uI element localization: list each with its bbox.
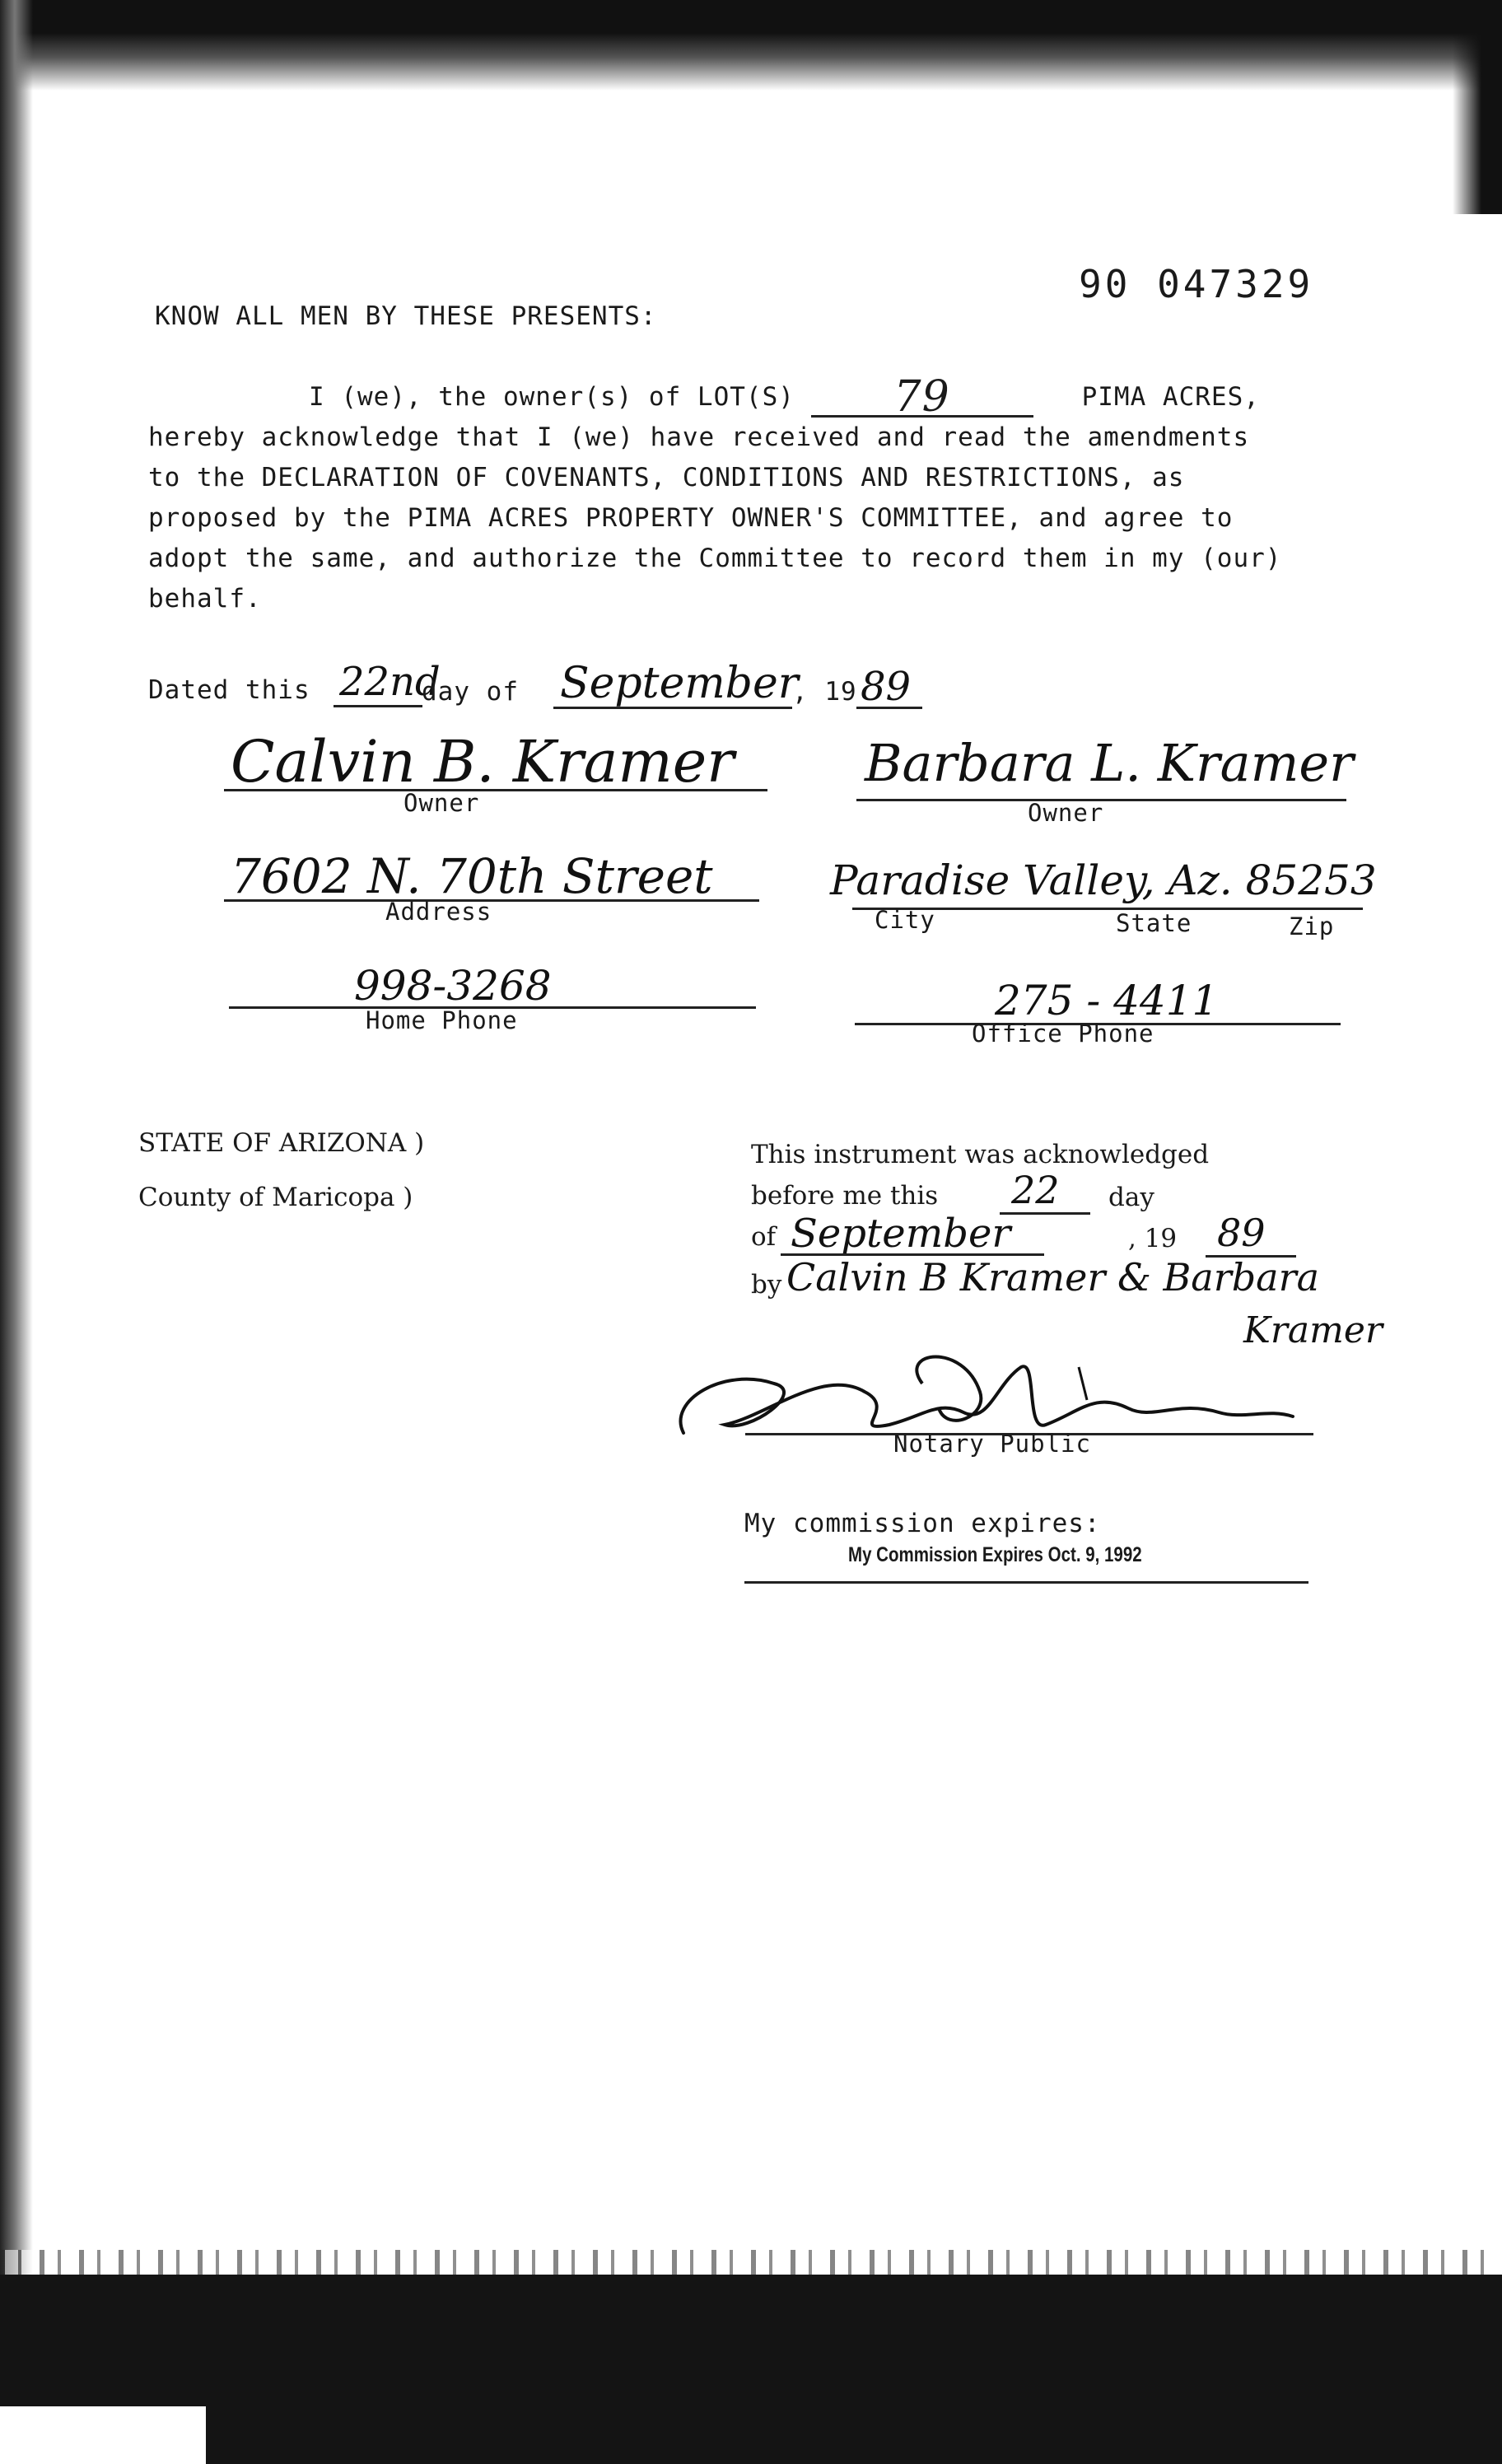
- ack-by-names-2: Kramer: [1243, 1309, 1383, 1351]
- ack-of-label: of: [751, 1222, 777, 1252]
- dated-year-prefix: , 19: [792, 677, 857, 707]
- owner2-caption: Owner: [1028, 799, 1104, 827]
- address-caption: Address: [385, 898, 492, 926]
- scan-edge-bottom: [0, 2275, 1502, 2464]
- ack-line-2-suffix: day: [1108, 1183, 1154, 1212]
- dated-day-line: [334, 705, 422, 707]
- scan-edge-top: [0, 0, 1502, 91]
- dated-day: 22nd: [339, 659, 441, 705]
- ack-by-names: Calvin B Kramer & Barbara: [786, 1255, 1320, 1300]
- owner2-signature: Barbara L. Kramer: [865, 733, 1354, 793]
- lot-suffix: PIMA ACRES,: [1081, 382, 1260, 412]
- scan-label-patch: [0, 2406, 206, 2464]
- owner1-line: [224, 789, 767, 791]
- ack-line-1: This instrument was acknowledged: [751, 1140, 1210, 1169]
- scan-edge-left: [0, 0, 33, 2464]
- office-phone-value: 275 - 4411: [995, 977, 1219, 1024]
- office-phone-caption: Office Phone: [972, 1020, 1154, 1048]
- city-value: Paradise Valley, Az. 85253: [830, 856, 1377, 904]
- document-number: 90 047329: [1079, 262, 1314, 306]
- body-line-5: adopt the same, and authorize the Committee to record them in my (our): [148, 544, 1282, 573]
- city-caption: City: [875, 906, 935, 934]
- venue-state: STATE OF ARIZONA ): [138, 1128, 425, 1158]
- commission-label: My commission expires:: [744, 1509, 1101, 1538]
- lot-prefix: I (we), the owner(s) of LOT(S): [309, 382, 795, 412]
- dated-month: September: [560, 659, 799, 708]
- dated-prefix: Dated this: [148, 675, 310, 705]
- body-line-4: proposed by the PIMA ACRES PROPERTY OWNER'S COMMITTEE, and agree to: [148, 503, 1234, 533]
- owner1-signature: Calvin B. Kramer: [231, 728, 735, 796]
- address-value: 7602 N. 70th Street: [231, 848, 713, 904]
- body-line-3: to the DECLARATION OF COVENANTS, CONDITIONS AND RESTRICTIONS, as: [148, 463, 1185, 492]
- body-line-2: hereby acknowledge that I (we) have received and read the amendments: [148, 422, 1250, 452]
- venue-county: County of Maricopa ): [138, 1183, 413, 1212]
- heading: KNOW ALL MEN BY THESE PRESENTS:: [155, 301, 657, 331]
- commission-stamp: My Commission Expires Oct. 9, 1992: [848, 1543, 1142, 1566]
- zip-caption: Zip: [1289, 912, 1335, 940]
- acknowledgement-paragraph: [148, 372, 1383, 619]
- ack-by-label: by: [751, 1270, 782, 1300]
- home-phone-value: 998-3268: [354, 962, 552, 1010]
- ack-line-2-prefix: before me this: [751, 1181, 939, 1211]
- dated-year: 89: [861, 664, 912, 710]
- home-phone-caption: Home Phone: [366, 1006, 518, 1034]
- state-caption: State: [1116, 909, 1192, 937]
- body-line-6: behalf.: [148, 584, 262, 614]
- ack-year: 89: [1217, 1211, 1266, 1255]
- ack-day-line: [1000, 1212, 1090, 1215]
- ack-month: September: [791, 1211, 1011, 1257]
- ack-day: 22: [1011, 1168, 1060, 1212]
- scan-edge-right: [1453, 0, 1502, 214]
- lot-number-field: 79: [811, 379, 1033, 418]
- dated-mid: day of: [422, 677, 519, 707]
- owner1-caption: Owner: [403, 789, 480, 817]
- notary-caption: Notary Public: [893, 1430, 1091, 1458]
- dated-year-line: [856, 707, 922, 709]
- commission-line: [744, 1581, 1308, 1584]
- ack-year-prefix: , 19: [1128, 1224, 1178, 1253]
- dated-month-line: [553, 707, 792, 709]
